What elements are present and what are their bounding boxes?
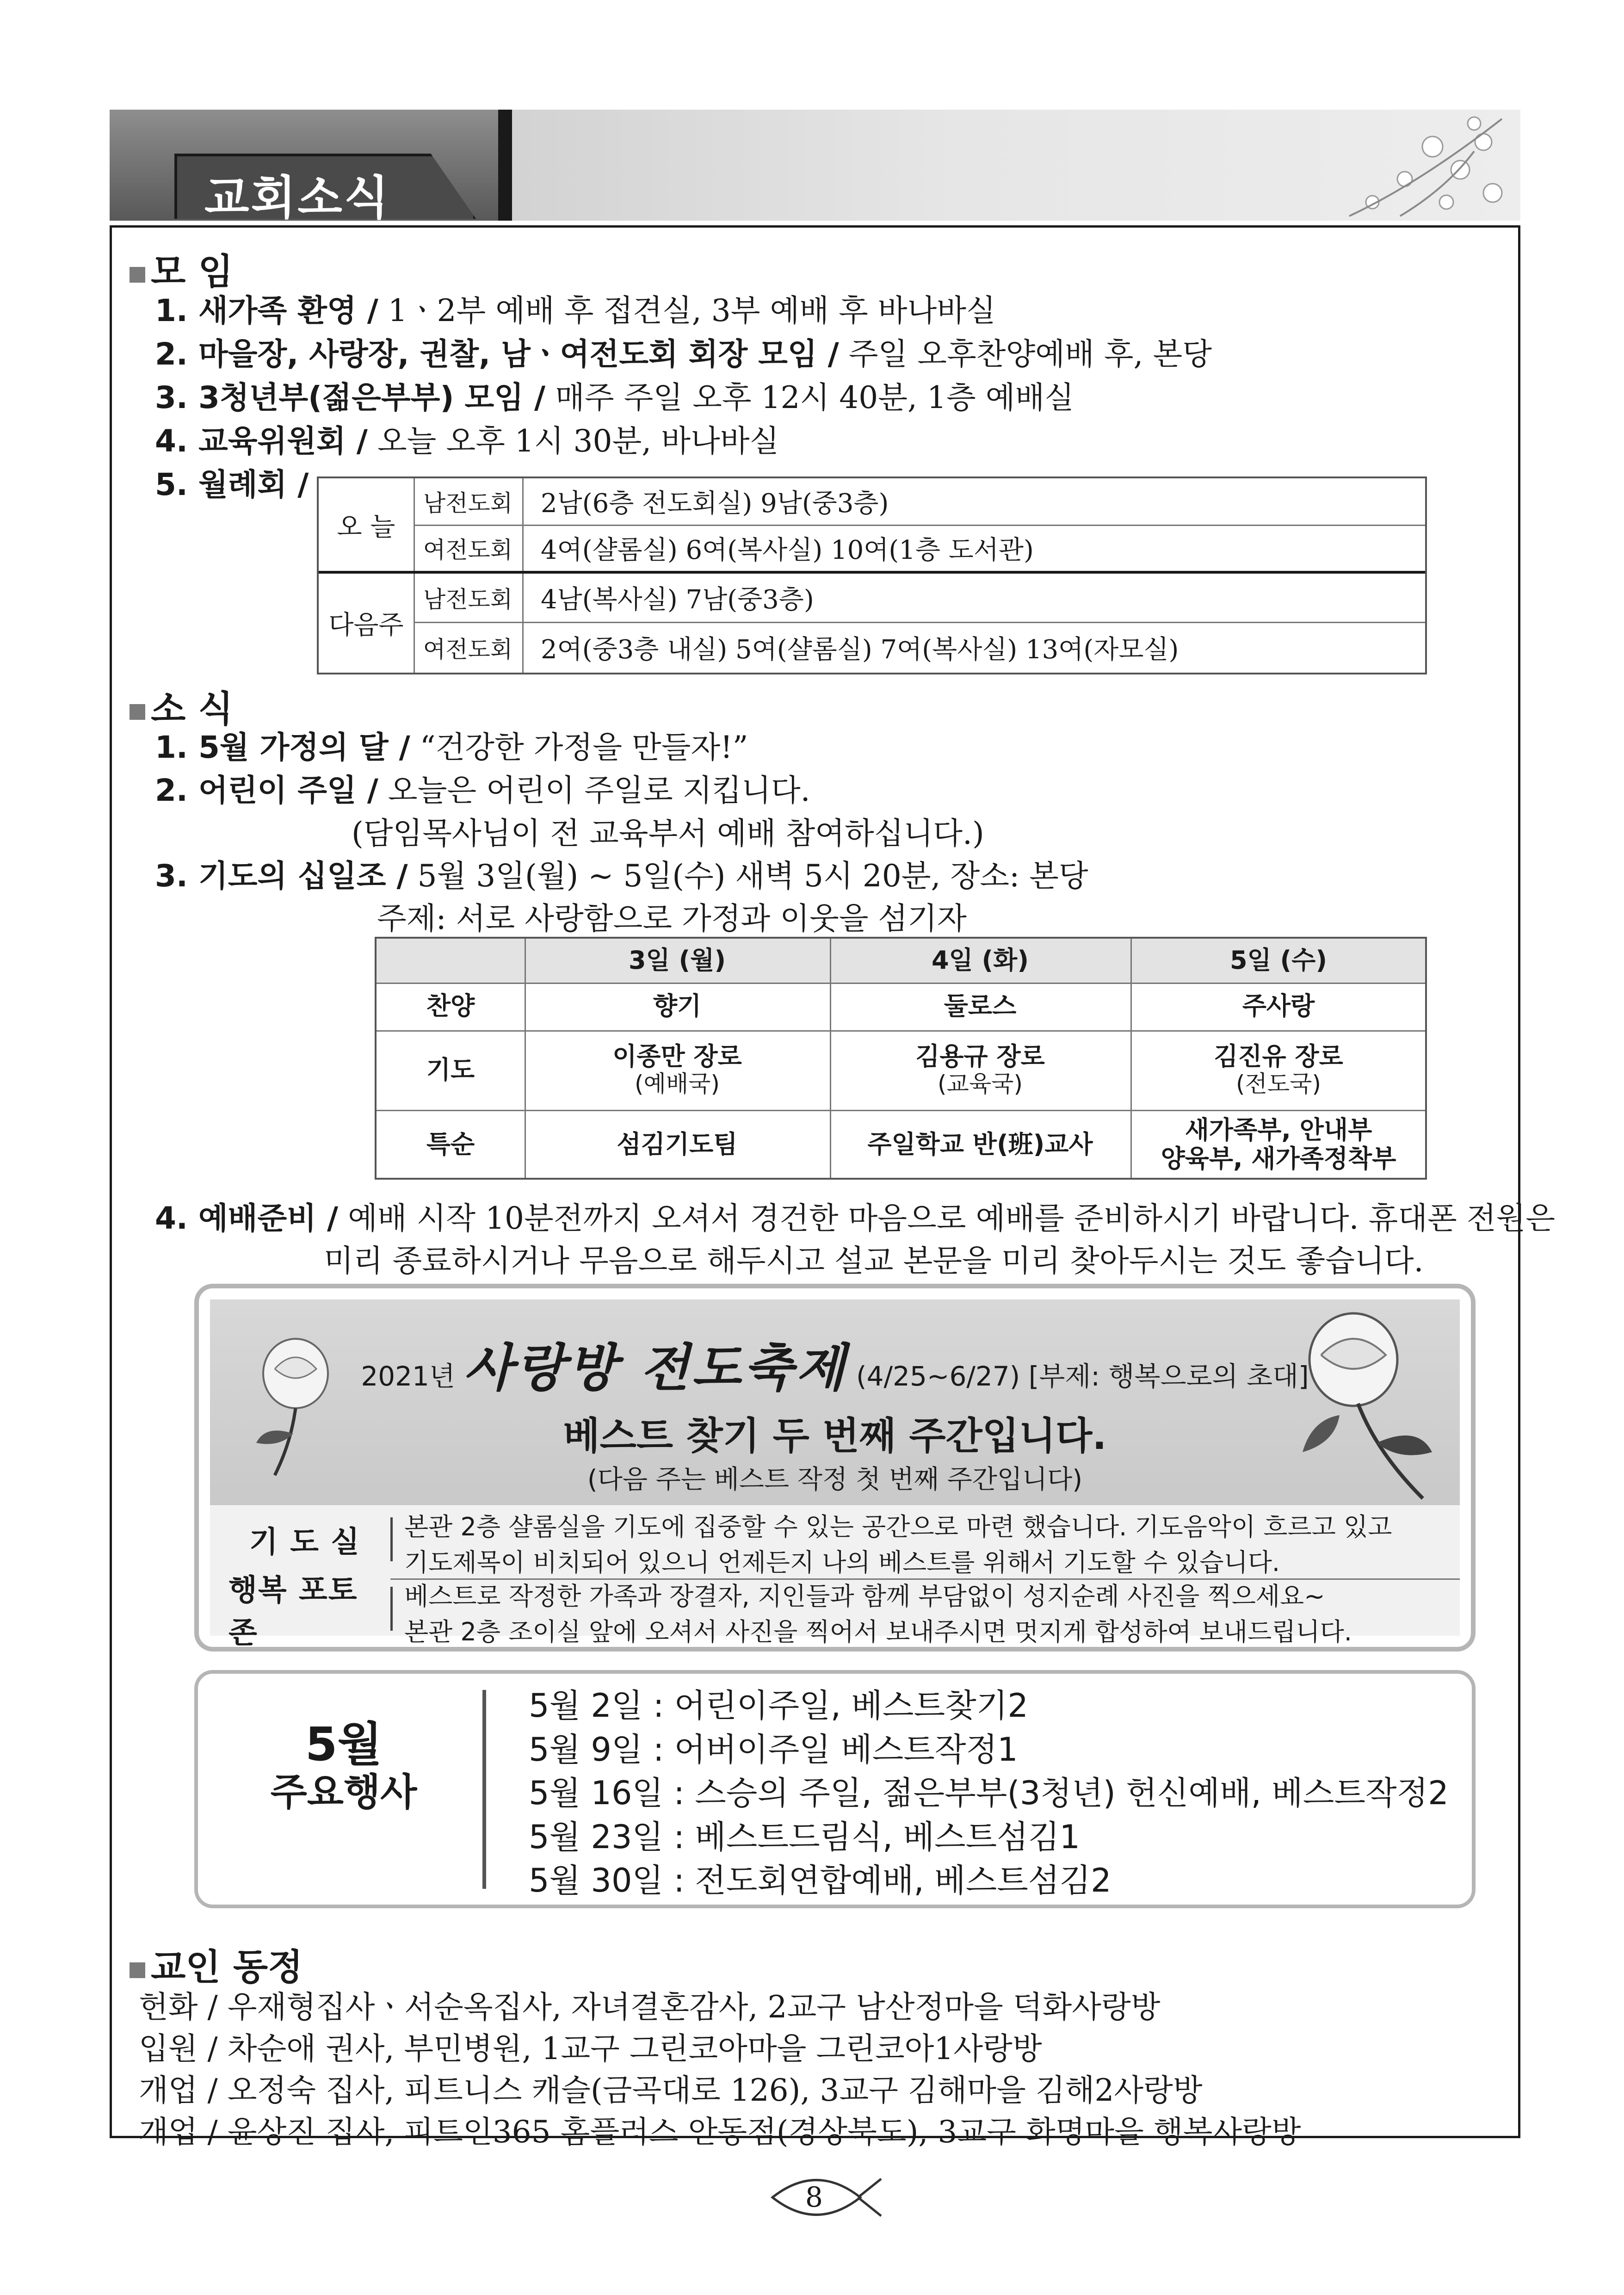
header-divider	[498, 110, 512, 221]
page-title: 교회소식	[204, 171, 391, 225]
schedule-cell: 주일학교 반(班)교사	[867, 1129, 1093, 1159]
schedule-cell: 섬김기도팀	[617, 1129, 738, 1159]
bullet-square-icon	[130, 704, 145, 720]
bullet-square-icon	[130, 1962, 145, 1978]
list-item: 개업 / 윤상진 집사, 피트인365 홈플러스 안동점(경상북도), 3교구 화명마을 행복사랑방	[139, 2114, 1301, 2150]
festival-title: 2021년 사랑방 전도축제 (4/25~6/27) [부제: 행복으로의 초대]	[361, 1338, 1309, 1398]
meeting-item: 2. 마을장, 사랑장, 권찰, 남ㆍ여전도회 회장 모임 / 주일 오후찬양예배 후, 본당	[155, 336, 1212, 372]
schedule-row-label: 기도	[426, 1055, 475, 1084]
schedule-cell: 둘로스	[944, 991, 1017, 1021]
schedule-day-header: 4일 (화)	[931, 946, 1029, 975]
news-item-note: 미리 종료하시거나 무음으로 해두시고 설교 본문을 미리 찾아두시는 것도 좋습니다.	[324, 1243, 1424, 1279]
meeting-place: 2남(6층 전도회실) 9남(중3층)	[541, 489, 889, 519]
monthly-meeting-table	[317, 476, 1427, 674]
page-number: 8	[805, 2181, 823, 2214]
festival-row-label: 기 도 실	[249, 1525, 361, 1559]
meeting-org: 남전도회	[414, 574, 524, 622]
news-item-note: 주제: 서로 사랑함으로 가정과 이웃을 섬기자	[377, 901, 967, 936]
news-item: 1. 5월 가정의 달 / “건강한 가정을 만들자!”	[155, 730, 748, 765]
meeting-place: 2여(중3층 내실) 5여(샬롬실) 7여(복사실) 13여(자모실)	[541, 635, 1179, 665]
festival-banner-header	[210, 1299, 1460, 1505]
schedule-day-header: 3일 (월)	[628, 946, 726, 975]
schedule-row-label: 특순	[426, 1129, 475, 1159]
schedule-day-header: 5일 (수)	[1229, 946, 1328, 975]
meeting-org: 여전도회	[414, 623, 524, 673]
section-heading-news: 소 식	[130, 680, 233, 732]
festival-row-text: 본관 2층 샬롬실을 기도에 집중할 수 있는 공간으로 마련 했습니다. 기도음악이 흐르고 있고 기도제목이 비치되어 있으니 언제든지 나의 베스트를 위해서 기도할 수 있습니다.	[404, 1512, 1392, 1577]
news-item-note: (담임목사님이 전 교육부서 예배 참여하십니다.)	[352, 816, 984, 851]
meeting-when-today: 오 늘	[319, 478, 415, 571]
schedule-cell: 새가족부, 안내부 양육부, 새가족정착부	[1161, 1115, 1396, 1173]
meeting-item: 1. 새가족 환영 / 1ㆍ2부 예배 후 접견실, 3부 예배 후 바나바실	[155, 293, 996, 328]
list-item: 개업 / 오정숙 집사, 피트니스 캐슬(금곡대로 126), 3교구 김해마을 김해2사랑방	[139, 2072, 1203, 2108]
may-events-box	[194, 1670, 1476, 1908]
festival-row-text: 베스트로 작정한 가족과 장결자, 지인들과 함께 부담없이 성지순례 사진을 찍으세요~ 본관 2층 조이실 앞에 오셔서 사진을 찍어서 보내주시면 멋지게 합성하여 보내드립니다.	[404, 1582, 1352, 1646]
list-item: 5월 2일 : 어린이주일, 베스트찾기2	[529, 1687, 1028, 1725]
list-item: 5월 30일 : 전도회연합예배, 베스트섬김2	[529, 1862, 1111, 1899]
meeting-when-next-week: 다음주	[319, 574, 415, 673]
news-item: 2. 어린이 주일 / 오늘은 어린이 주일로 지킵니다.	[155, 773, 810, 808]
festival-headline: 베스트 찾기 두 번째 주간입니다.	[563, 1414, 1107, 1458]
meeting-item: 4. 교육위원회 / 오늘 오후 1시 30분, 바나바실	[155, 423, 779, 459]
list-item: 5월 23일 : 베스트드림식, 베스트섬김1	[529, 1818, 1081, 1856]
schedule-cell: 향기	[653, 991, 702, 1021]
meeting-item: 5. 월례회 /	[155, 467, 309, 502]
may-events-title: 5월 주요행사	[270, 1717, 417, 1814]
prayer-schedule-table	[375, 937, 1427, 1180]
meeting-place: 4남(복사실) 7남(중3층)	[541, 585, 814, 615]
festival-row-prayer-room	[210, 1510, 1460, 1577]
festival-note: (다음 주는 베스트 작정 첫 번째 주간입니다)	[587, 1465, 1083, 1495]
schedule-row-label: 찬양	[426, 991, 475, 1021]
list-item: 5월 16일 : 스승의 주일, 젊은부부(3청년) 헌신예배, 베스트작정2	[529, 1774, 1449, 1812]
meeting-item: 3. 3청년부(젊은부부) 모임 / 매주 주일 오후 12시 40분, 1층 예배실	[155, 380, 1074, 415]
section-heading-members: 교인 동정	[130, 1938, 303, 1990]
schedule-cell: 김용규 장로 (교육국)	[915, 1042, 1045, 1098]
news-item: 3. 기도의 십일조 / 5월 3일(월) ~ 5일(수) 새벽 5시 20분, 장소: 본당	[155, 858, 1088, 894]
meeting-org: 여전도회	[414, 525, 524, 571]
schedule-cell: 이종만 장로 (예배국)	[612, 1042, 742, 1098]
section-heading-meetings: 모 임	[130, 243, 233, 295]
schedule-cell: 주사랑	[1242, 991, 1315, 1021]
list-item: 입원 / 차순애 권사, 부민병원, 1교구 그린코아마을 그린코아1사랑방	[139, 2031, 1042, 2066]
flower-decoration-icon	[1280, 114, 1511, 218]
list-item: 5월 9일 : 어버이주일 베스트작정1	[529, 1730, 1018, 1769]
label-separator	[390, 1517, 393, 1561]
may-events-list	[529, 1684, 1449, 1903]
festival-row-label: 행복 포토존	[228, 1573, 358, 1650]
may-events-separator	[482, 1690, 486, 1889]
festival-info	[210, 1506, 1460, 1650]
meeting-place: 4여(샬롬실) 6여(복사실) 10여(1층 도서관)	[541, 535, 1034, 565]
festival-banner	[194, 1284, 1476, 1652]
meeting-org: 남전도회	[414, 478, 524, 525]
festival-row-photo-zone	[210, 1573, 1460, 1650]
label-separator	[390, 1587, 393, 1631]
news-item: 4. 예배준비 / 예배 시작 10분전까지 오셔서 경건한 마음으로 예배를 준비하시기 바랍니다. 휴대폰 전원은	[155, 1200, 1556, 1236]
bullet-square-icon	[130, 267, 145, 283]
page-header	[110, 110, 1520, 225]
list-item: 헌화 / 우재형집사ㆍ서순옥집사, 자녀결혼감사, 2교구 남산정마을 덕화사랑방	[139, 1989, 1161, 2025]
schedule-cell: 김진유 장로 (전도국)	[1214, 1042, 1343, 1098]
